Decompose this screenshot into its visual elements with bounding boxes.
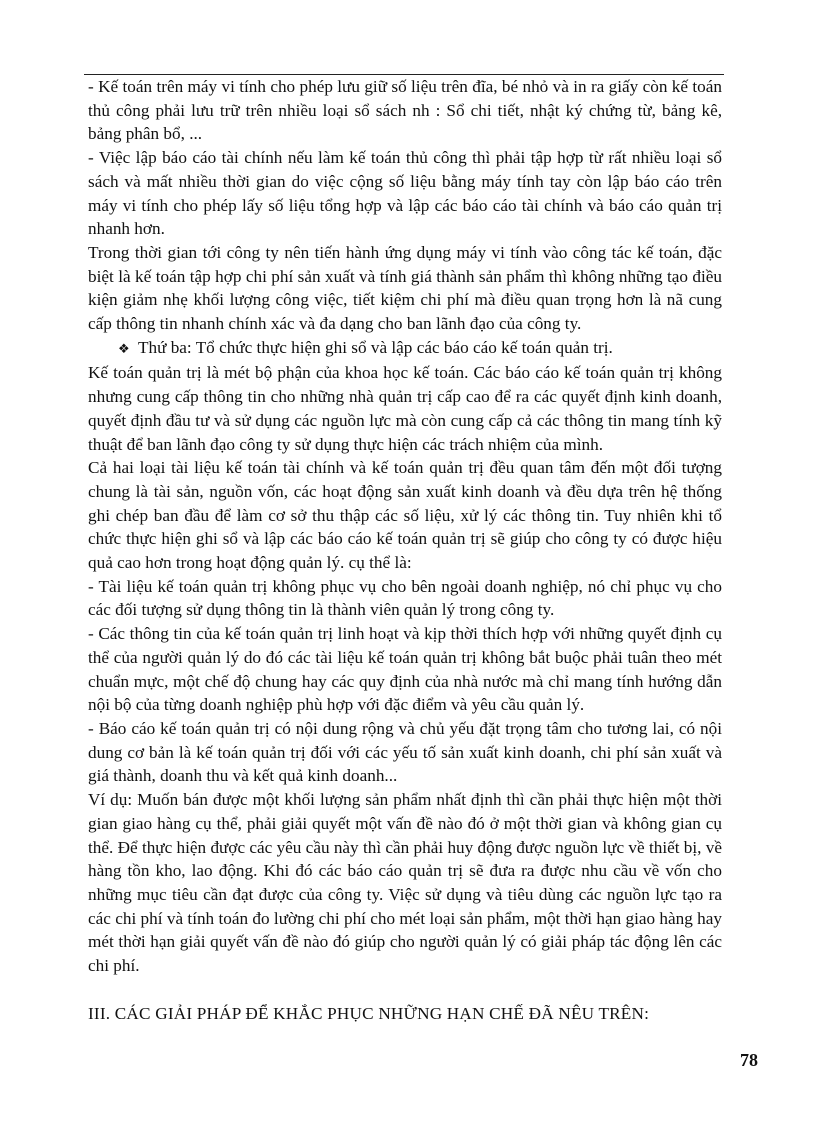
paragraph-two-types: Cả hai loại tài liệu kế toán tài chính và kế toán quản trị đều quan tâm đến một đối tượng chung là tài sản, nguồn vốn, các hoạt động sản xuất kinh doanh và đều dựa trên hệ thống ghi chép ban đầu để làm cơ sở thu thập các số liệu, xử lý các thông tin. Tuy nhiên khi tổ chức thực hiện ghi sổ và lập các báo cáo kế toán quản trị sẽ giúp cho công ty có được hiệu quả cao hơn trong hoạt động quản lý. cụ thể là: [88,458,722,573]
paragraph-report-content: - Báo cáo kế toán quản trị có nội dung rộng và chủ yếu đặt trọng tâm cho tương lai, có nội dung cơ bản là kế toán quản trị đối với các yếu tố sản xuất kinh doanh, chi phí sản xuất và giá thành, doanh thu và kết quả kinh doanh... [88,718,722,786]
section-heading: III. CÁC GIẢI PHÁP ĐỂ KHẮC PHỤC NHỮNG HẠN CHẾ ĐÃ NÊU TRÊN: [88,1003,650,1023]
paragraph-financial-reports: - Việc lập báo cáo tài chính nếu làm kế toán thủ công thì phải tập hợp từ rất nhiều loại sổ sách và mất nhiều thời gian do việc cộng số liệu bằng máy tính tay còn lập báo cáo trên máy vi tính cho phép lấy số liệu tổng hợp và lập các báo cáo tài chính và báo cáo quản trị nhanh hơn. [88,148,722,239]
diamond-bullet-icon: ❖ [118,341,130,357]
spacer [88,978,722,1002]
body-text [88,75,722,1025]
paragraph-management-accounting: Kế toán quản trị là mét bộ phận của khoa học kế toán. Các báo cáo kế toán quản trị không nhưng cung cấp thông tin cho những nhà quản trị cấp cao để ra các quyết định kinh doanh, quyết định đầu tư và sử dụng các nguồn lực mà còn cung cấp cả các thông tin mang tính kỹ thuật để ban lãnh đạo công ty sử dụng thực hiện các trách nhiệm của mình. [88,363,722,454]
bullet-item-label: Thứ ba: Tổ chức thực hiện ghi sổ và lập các báo cáo kế toán quản trị. [138,337,613,357]
paragraph-apply-computer: Trong thời gian tới công ty nên tiến hành ứng dụng máy vi tính vào công tác kế toán, đặc biệt là kế toán tập hợp chi phí sản xuất và tính giá thành sản phẩm thì không những tạo điều kiện giảm nhẹ khối lượng công việc, tiết kiệm chi phí mà điều quan trọng hơn là nã cung cấp thông tin nhanh chính xác và đa dạng cho ban lãnh đạo của công ty. [88,242,722,334]
paragraph-computer-storage: - Kế toán trên máy vi tính cho phép lưu giữ số liệu trên đĩa, bé nhỏ và in ra giấy còn kế toán thủ công phải lưu trữ trên nhiều loại sổ sách nh : Sổ chi tiết, nhật ký chứng từ, bảng kê, bảng phân bổ, ... [88,77,722,144]
bullet-item-third [88,336,722,362]
paragraph-flexible-info: - Các thông tin của kế toán quản trị linh hoạt và kịp thời thích hợp với những quyết định cụ thể của người quản lý do đó các tài liệu kế toán quản trị không bắt buộc phải tuân theo mét chuẩn mực, một chế độ chung hay các quy định của nhà nước mà chỉ mang tính hướng dẫn nội bộ của từng doanh nghiệp phù hợp với đặc điểm và yêu cầu quản lý. [88,624,722,715]
paragraph-example: Ví dụ: Muốn bán được một khối lượng sản phẩm nhất định thì cần phải thực hiện một thời gian giao hàng cụ thể, phải giải quyết một vấn đề nào đó ở một thời gian và không gian cụ thể. Để thực hiện được các yêu cầu này thì cần phải huy động được nguồn lực về thiết bị, về hàng tồn kho, lao động. Khi đó các báo cáo quản trị sẽ đưa ra được nhu cầu về vốn cho những mục tiêu cần đạt được của công ty. Việc sử dụng và tiêu dùng các nguồn lực tạo ra các chi phí và tính toán đo lường chi phí cho mét loại sản phẩm, một thời hạn giao hàng hay mét thời hạn giải quyết vấn đề nào đó giúp cho người quản lý có giải pháp tác động lên các chi phí. [88,790,722,976]
page-number: 78 [740,1050,758,1070]
paragraph-internal-use: - Tài liệu kế toán quản trị không phục vụ cho bên ngoài doanh nghiệp, nó chỉ phục vụ cho các đối tượng sử dụng thông tin là thành viên quản lý trong công ty. [88,576,722,620]
